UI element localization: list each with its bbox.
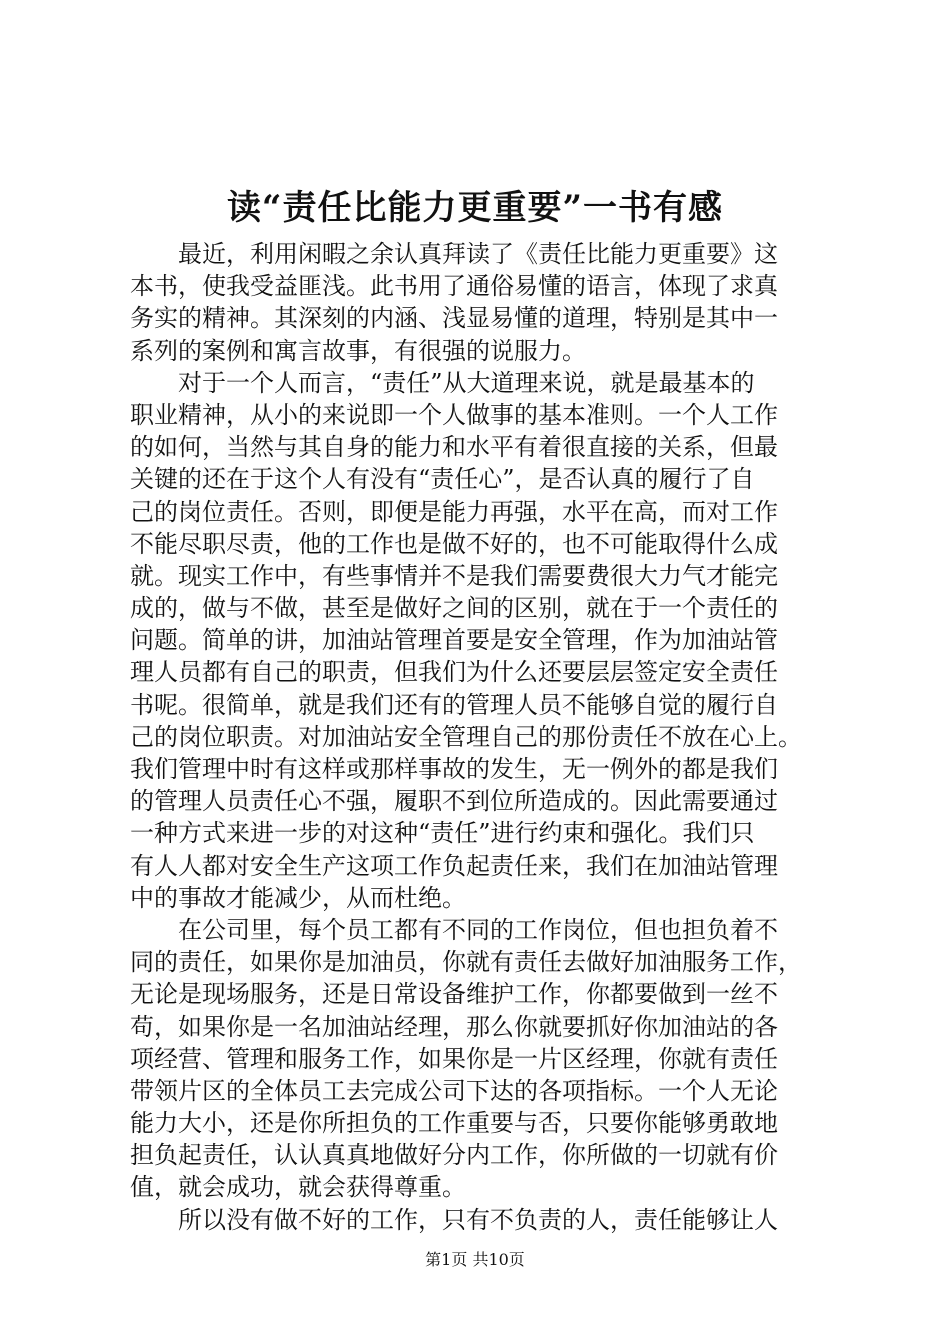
paragraph-line: 成的，做与不做，甚至是做好之间的区别，就在于一个责任的: [130, 594, 778, 623]
paragraph-line: 最近，利用闲暇之余认真拜读了《责任比能力更重要》这: [178, 240, 778, 268]
paragraph-line: 书呢。很简单，就是我们还有的管理人员不能够自觉的履行自: [130, 690, 778, 719]
paragraph-line: 带领片区的全体员工去完成公司下达的各项指标。一个人无论: [130, 1076, 778, 1105]
paragraph-line: 我们管理中时有这样或那样事故的发生，无一例外的都是我们: [130, 755, 778, 783]
paragraph-line: 己的岗位职责。对加油站安全管理自己的那份责任不放在心上。: [130, 722, 802, 751]
document-title: 读“责任比能力更重要”一书有感: [226, 188, 724, 228]
paragraph-line: 项经营、管理和服务工作，如果你是一片区经理，你就有责任: [130, 1044, 778, 1073]
paragraph-line: 无论是现场服务，还是日常设备维护工作，你都要做到一丝不: [130, 980, 778, 1009]
paragraph-line: 一种方式来进一步的对这种“责任”进行约束和强化。我们只: [130, 819, 755, 848]
paragraph-line: 同的责任，如果你是加油员，你就有责任去做好加油服务工作，: [130, 948, 802, 977]
paragraph-line: 的如何，当然与其自身的能力和水平有着很直接的关系，但最: [130, 433, 778, 462]
paragraph-line: 本书，使我受益匪浅。此书用了通俗易懂的语言，体现了求真: [130, 272, 778, 301]
document-body: [130, 238, 830, 1236]
paragraph-line: 能力大小，还是你所担负的工作重要与否，只要你能够勇敢地: [130, 1109, 778, 1138]
paragraph-line: 的管理人员责任心不强，履职不到位所造成的。因此需要通过: [130, 787, 778, 816]
page-footer: 第1页 共10页: [425, 1250, 525, 1269]
paragraph-line: 苟，如果你是一名加油站经理，那么你就要抓好你加油站的各: [130, 1012, 778, 1041]
paragraph-line: 值，就会成功，就会获得尊重。: [130, 1173, 466, 1202]
paragraph-line: 务实的精神。其深刻的内涵、浅显易懂的道理，特别是其中一: [130, 304, 778, 333]
paragraph-line: 有人人都对安全生产这项工作负起责任来，我们在加油站管理: [130, 851, 778, 880]
paragraph-line: 所以没有做不好的工作，只有不负责的人，责任能够让人: [178, 1205, 778, 1234]
paragraph-line: 己的岗位责任。否则，即便是能力再强，水平在高，而对工作: [130, 497, 778, 526]
paragraph-line: 中的事故才能减少，从而杜绝。: [130, 883, 466, 912]
paragraph-line: 理人员都有自己的职责，但我们为什么还要层层签定安全责任: [130, 658, 778, 687]
paragraph-line: 职业精神，从小的来说即一个人做事的基本准则。一个人工作: [130, 400, 778, 429]
paragraph-line: 在公司里，每个员工都有不同的工作岗位，但也担负着不: [178, 915, 778, 944]
paragraph-line: 问题。简单的讲，加油站管理首要是安全管理，作为加油站管: [130, 626, 778, 655]
paragraph-line: 就。现实工作中，有些事情并不是我们需要费很大力气才能完: [130, 561, 778, 590]
paragraph-line: 对于一个人而言，“责任”从大道理来说，就是最基本的: [178, 368, 755, 397]
paragraph-line: 关键的还在于这个人有没有“责任心”，是否认真的履行了自: [130, 465, 755, 494]
paragraph-line: 担负起责任，认认真真地做好分内工作，你所做的一切就有价: [130, 1141, 778, 1170]
paragraph-line: 系列的案例和寓言故事，有很强的说服力。: [130, 336, 586, 365]
paragraph-line: 不能尽职尽责，他的工作也是做不好的，也不可能取得什么成: [130, 529, 778, 558]
